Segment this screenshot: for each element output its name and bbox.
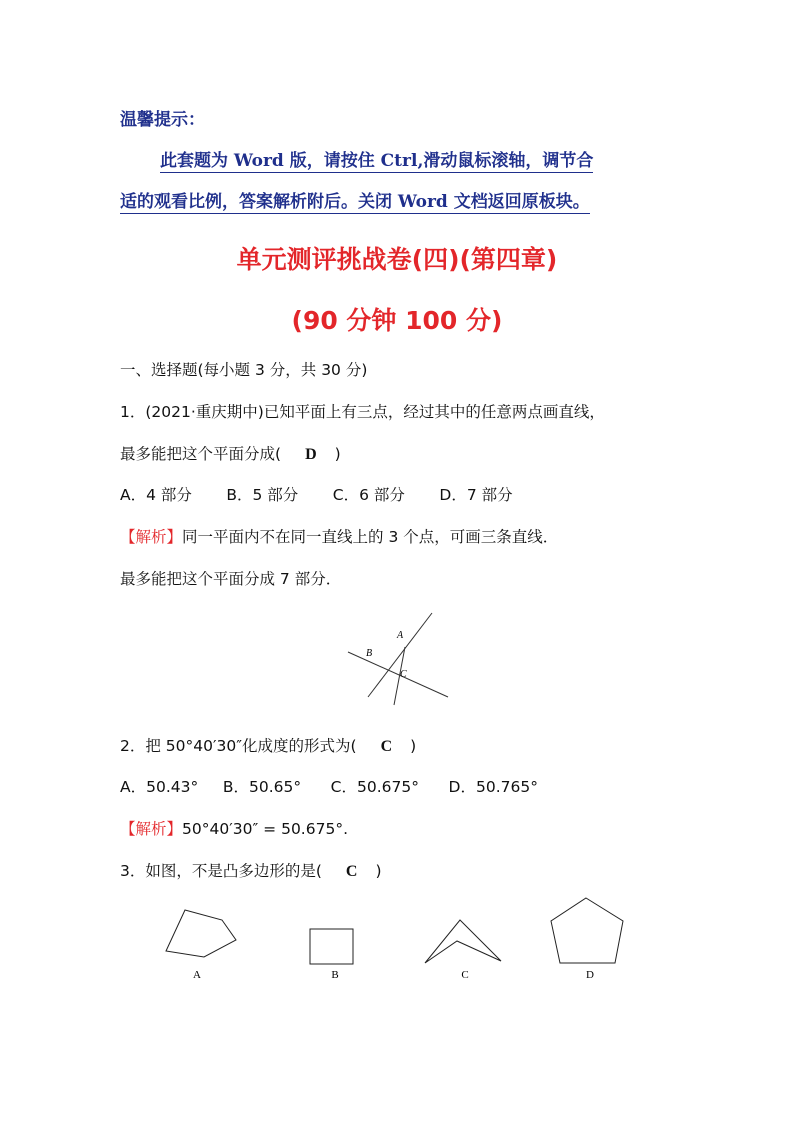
q1-analysis-text: 同一平面内不在同一直线上的 3 个点，可画三条直线．: [182, 528, 559, 546]
q2-stem-prefix: 2．把 50°40′30″化成度的形式为(: [120, 737, 357, 755]
q1-options: A．4 部分 B．5 部分 C．6 部分 D．7 部分: [120, 486, 513, 504]
q3-stem-suffix: ): [375, 862, 382, 880]
shape-c-label: C: [461, 969, 469, 981]
section-heading: 一、选择题(每小题 3 分，共 30 分): [120, 361, 368, 379]
q3-stem-prefix: 3．如图，不是凸多边形的是(: [120, 862, 322, 880]
q1-stem-prefix: 最多能把这个平面分成(: [120, 445, 282, 463]
line-ac: [368, 613, 432, 697]
q2-analysis: [120, 817, 348, 839]
q3-shapes-figure: [150, 890, 640, 990]
label-c: C: [400, 669, 407, 680]
q2-stem: [120, 734, 416, 756]
line-bc: [348, 652, 448, 697]
q2-options: A．50.43° B．50.65° C．50.675° D．50.765°: [120, 778, 538, 796]
shape-c-concave: [425, 920, 501, 963]
q3-answer: C: [345, 863, 358, 880]
q1-answer: D: [305, 446, 317, 463]
notice-line-2: 适的观看比例，答案解析附后。关闭 Word 文档返回原板块。: [120, 187, 590, 214]
q3-stem: [120, 859, 382, 881]
shape-a-pentagon: [166, 910, 236, 957]
q2-analysis-text: 50°40′30″ = 50.675°.: [182, 820, 348, 838]
shape-a-label: A: [193, 969, 201, 981]
q1-analysis-line2: 最多能把这个平面分成 7 部分．: [120, 570, 342, 588]
q2-analysis-tag: 【解析】: [120, 820, 183, 838]
notice-label: 温馨提示：: [120, 110, 205, 130]
q1-stem-line2: [120, 442, 341, 464]
shape-d-label: D: [586, 969, 594, 981]
shape-b-label: B: [331, 969, 339, 981]
q2-stem-suffix: ): [410, 737, 417, 755]
shape-b-square: [310, 929, 353, 964]
q1-stem-line1: 1．(2021·重庆期中)已知平面上有三点，经过其中的任意两点画直线，: [120, 403, 605, 421]
q1-analysis: [120, 525, 558, 547]
q1-analysis-tag: 【解析】: [120, 528, 183, 546]
q1-stem-suffix: ): [334, 445, 341, 463]
shape-d-pentagon: [551, 898, 623, 963]
label-b: B: [366, 648, 373, 659]
label-a: A: [397, 630, 404, 641]
q2-answer: C: [380, 738, 393, 755]
notice-line-1: 此套题为 Word 版，请按住 Ctrl,滑动鼠标滚轴，调节合: [160, 146, 593, 173]
page-title: 单元测评挑战卷(四)(第四章): [236, 245, 558, 274]
page-subtitle: (90 分钟 100 分): [291, 306, 503, 335]
q1-lines-figure: [340, 605, 455, 710]
